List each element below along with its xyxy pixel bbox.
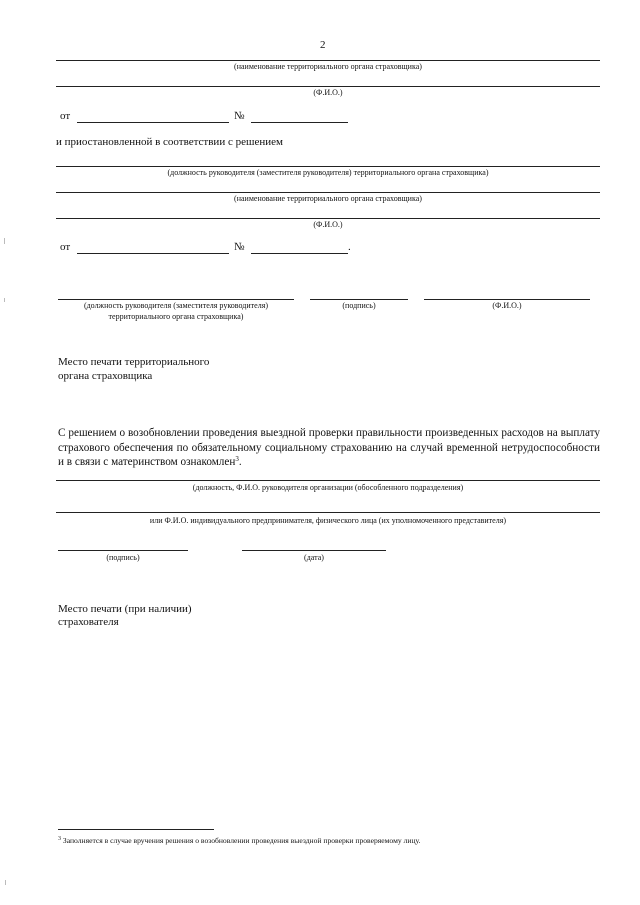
position-caption: (должность руководителя (заместителя руководителя) территориального органа страховщика) [167,168,489,177]
insured-signature-line [58,550,188,551]
official-position-line [58,299,294,300]
official-signature-line [310,299,408,300]
org-name-caption-2: (наименование территориального органа страховщика) [234,194,422,203]
number-sign: № [234,110,245,122]
number-sign-2: № [234,241,245,253]
page-number: 2 [320,39,326,51]
scan-speck [5,880,6,885]
insured-signature-caption: (подпись) [106,553,140,562]
stamp-insured-line2: страхователя [58,616,119,628]
official-fio-line [424,299,590,300]
from-label: от [60,110,71,122]
official-position-caption-2: территориального органа страховщика) [108,312,244,321]
footnote-text: Заполняется в случае вручения решения о возобновлении проведения выездной проверки проверяемому лицу. [62,836,421,845]
fio-line-2 [56,218,600,219]
org-name-line [56,60,600,61]
acquaint-paragraph: С решением о возобновлении проведения выездной проверки правильности произведенных расходов на выплату страхового обеспечения по обязательному социальному страхованию на случай временной нетрудоспособности и в связи с материнством ознакомлен$^3$. [58,427,600,468]
org-head-line [56,480,600,481]
date-line-2 [77,253,229,254]
insured-date-line [242,550,386,551]
footnote-ref: 3 [235,455,239,463]
number-line-2 [251,253,348,254]
official-signature-caption: (подпись) [342,301,376,310]
number-line [251,122,348,123]
entrepreneur-caption: или Ф.И.О. индивидуального предпринимателя, физического лица (их уполномоченного представителя) [149,516,507,525]
scan-speck [4,238,5,244]
suspended-text: и приостановленной в соответствии с решением [56,136,283,148]
stamp-insurer-line1: Место печати территориального [58,356,210,368]
insured-date-caption: (дата) [304,553,324,562]
entrepreneur-line [56,512,600,513]
scan-speck [4,298,5,302]
fio-caption: (Ф.И.О.) [313,88,343,97]
fio-caption-2: (Ф.И.О.) [313,220,343,229]
from-label-2: от [60,241,71,253]
footnote [58,836,420,846]
footnote-separator [58,829,214,830]
fio-line [56,86,600,87]
date-line [77,122,229,123]
position-line [56,166,600,167]
org-head-caption: (должность, Ф.И.О. руководителя организации (обособленного подразделения) [192,483,464,492]
stamp-insured-line1: Место печати (при наличии) [58,603,192,615]
official-position-caption-1: (должность руководителя (заместителя руководителя) [83,301,269,310]
footnote-mark: 3 [58,836,61,842]
trailing-dot: . [348,241,351,253]
org-name-line-2 [56,192,600,193]
official-fio-caption: (Ф.И.О.) [492,301,522,310]
acquaint-text: С решением о возобновлении проведения выездной проверки правильности произведенных расходов на выплату страхового обеспечения по обязательному социальному страхованию на случай временной нетрудоспособности и в связи с материнством ознакомлен [58,427,600,468]
stamp-insurer-line2: органа страховщика [58,370,153,382]
org-name-caption: (наименование территориального органа страховщика) [234,62,422,71]
